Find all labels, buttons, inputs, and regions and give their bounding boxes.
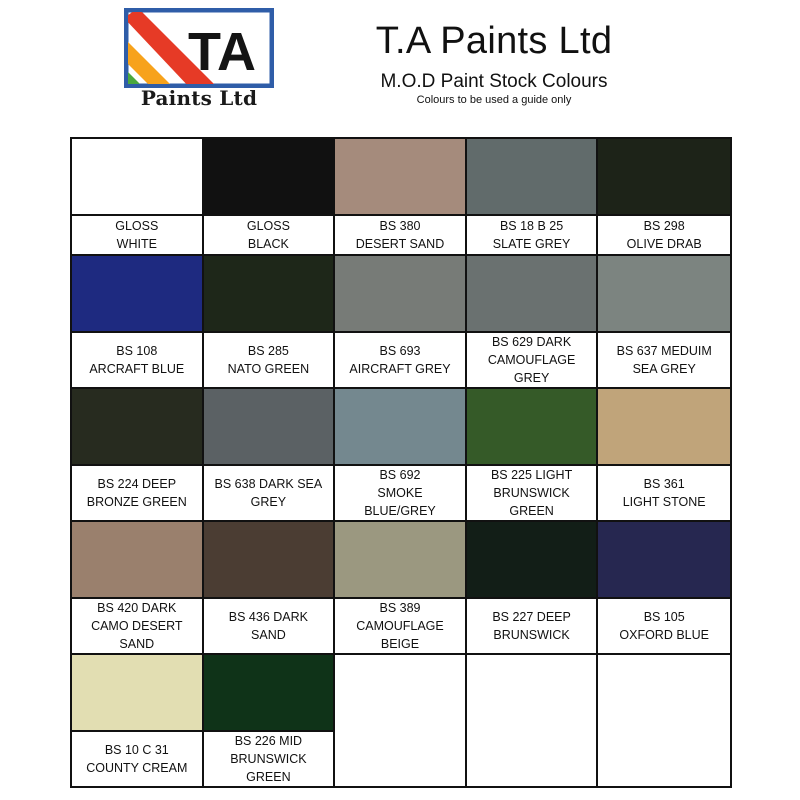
swatch-cell (335, 256, 467, 389)
swatch-colour-chip (72, 389, 202, 464)
swatch-colour-chip (204, 522, 334, 597)
empty-swatch-cell (335, 655, 467, 786)
swatch-cell (204, 655, 336, 786)
logo-subtext: Paints Ltd (140, 86, 258, 110)
swatch-cell (598, 139, 730, 256)
disclaimer-note: Colours to be used a guide only (416, 94, 572, 106)
swatch-colour-chip (598, 256, 730, 331)
swatch-cell (335, 522, 467, 655)
swatch-label: GLOSS BLACK (204, 214, 334, 254)
swatch-colour-chip (467, 256, 597, 331)
company-name: T.A Paints Ltd (375, 20, 613, 62)
swatch-label: BS 224 DEEP BRONZE GREEN (72, 464, 202, 520)
swatch-label: BS 389 CAMOUFLAGE BEIGE (335, 597, 465, 653)
swatch-colour-chip (72, 139, 202, 214)
swatch-cell (467, 522, 599, 655)
swatch-label (335, 655, 465, 786)
swatch-label: BS 285 NATO GREEN (204, 331, 334, 387)
page-subtitle: M.O.D Paint Stock Colours (380, 71, 608, 92)
swatch-colour-chip (467, 139, 597, 214)
swatch-label: BS 10 C 31 COUNTY CREAM (72, 730, 202, 786)
swatch-cell (204, 256, 336, 389)
swatch-label: BS 18 B 25 SLATE GREY (467, 214, 597, 254)
swatch-colour-chip (598, 522, 730, 597)
swatch-colour-chip (72, 522, 202, 597)
swatch-cell (72, 522, 204, 655)
swatch-label: GLOSS WHITE (72, 214, 202, 254)
swatch-cell (72, 655, 204, 786)
empty-swatch-cell (598, 655, 730, 786)
swatch-colour-chip (467, 389, 597, 464)
swatch-cell (335, 139, 467, 256)
swatch-colour-chip (335, 256, 465, 331)
swatch-label (467, 655, 597, 786)
swatch-cell (467, 389, 599, 522)
swatch-label: BS 420 DARK CAMO DESERT SAND (72, 597, 202, 653)
swatch-label: BS 105 OXFORD BLUE (598, 597, 730, 653)
swatch-cell (72, 256, 204, 389)
swatch-label: BS 629 DARK CAMOUFLAGE GREY (467, 331, 597, 387)
swatch-colour-chip (335, 522, 465, 597)
swatch-colour-chip (72, 655, 202, 730)
swatch-cell (204, 139, 336, 256)
swatch-label: BS 361 LIGHT STONE (598, 464, 730, 520)
swatch-label: BS 298 OLIVE DRAB (598, 214, 730, 254)
swatch-colour-chip (598, 139, 730, 214)
swatch-label (598, 655, 730, 786)
swatch-colour-chip (598, 389, 730, 464)
swatch-cell (204, 522, 336, 655)
swatch-cell (598, 256, 730, 389)
logo-mark (124, 8, 274, 88)
swatch-cell (335, 389, 467, 522)
empty-swatch-cell (467, 655, 599, 786)
swatch-colour-chip (204, 256, 334, 331)
swatch-colour-chip (72, 256, 202, 331)
swatch-cell (598, 522, 730, 655)
swatch-label: BS 380 DESERT SAND (335, 214, 465, 254)
swatch-cell (467, 139, 599, 256)
swatch-label: BS 108 ARCRAFT BLUE (72, 331, 202, 387)
swatch-cell (467, 256, 599, 389)
swatch-cell (598, 389, 730, 522)
swatch-colour-chip (204, 389, 334, 464)
swatch-label: BS 692 SMOKE BLUE/GREY (335, 464, 465, 520)
swatch-label: BS 638 DARK SEA GREY (204, 464, 334, 520)
swatch-colour-chip (204, 139, 334, 214)
swatch-cell (204, 389, 336, 522)
swatch-label: BS 436 DARK SAND (204, 597, 334, 653)
swatch-colour-chip (467, 522, 597, 597)
swatch-label: BS 637 MEDUIM SEA GREY (598, 331, 730, 387)
swatch-label: BS 225 LIGHT BRUNSWICK GREEN (467, 464, 597, 520)
swatch-label: BS 227 DEEP BRUNSWICK (467, 597, 597, 653)
colour-swatch-grid (70, 137, 732, 788)
logo-mark-text: TA (188, 22, 256, 82)
swatch-cell (72, 389, 204, 522)
swatch-colour-chip (335, 139, 465, 214)
swatch-label: BS 226 MID BRUNSWICK GREEN (204, 730, 334, 786)
swatch-cell (72, 139, 204, 256)
company-logo (124, 8, 274, 110)
swatch-label: BS 693 AIRCRAFT GREY (335, 331, 465, 387)
swatch-colour-chip (204, 655, 334, 730)
swatch-colour-chip (335, 389, 465, 464)
